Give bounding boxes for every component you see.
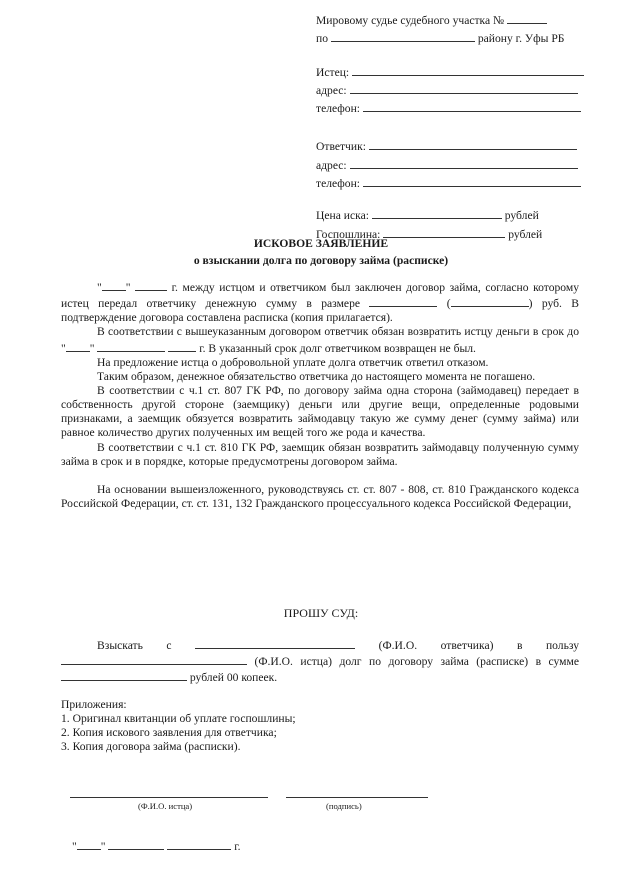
defendant-field[interactable]: [369, 138, 577, 150]
defendant-line: [316, 138, 616, 156]
duty-field[interactable]: [383, 226, 505, 238]
loan-amount-field[interactable]: [369, 295, 437, 307]
claim-currency-text: рублей 00 копеек.: [189, 671, 278, 685]
due-year-field[interactable]: [168, 340, 196, 352]
paragraph-obligation: [61, 325, 579, 355]
attachment-item: 2. Копия искового заявления для ответчика;: [61, 726, 277, 740]
defendant-name-field[interactable]: [195, 637, 355, 649]
name-caption: (Ф.И.О. истца): [138, 801, 193, 811]
paragraph-grounds: На основании вышеизложенного, руководствуясь ст. ст. 807 - 808, ст. 810 Гражданского кодекса Российской Федерации, ст. ст. 131, 132 Гражданского процессуального кодекса Российской Федерации,: [61, 482, 579, 510]
defendant-phone-line: [316, 175, 616, 193]
claim-text: [61, 637, 579, 685]
paren-open: (: [446, 297, 451, 311]
contract-month-field[interactable]: [135, 279, 167, 291]
quote-close-2: ": [89, 341, 95, 355]
plaintiff-phone-label: телефон:: [316, 102, 361, 116]
defendant-address-line: [316, 157, 616, 175]
plaintiff-field[interactable]: [352, 64, 584, 76]
claim-price-line: [316, 207, 616, 225]
claim-price-label: Цена иска:: [316, 209, 369, 223]
attachment-item: 1. Оригинал квитанции об уплате госпошлины;: [61, 712, 296, 726]
defendant-label: Ответчик:: [316, 140, 366, 154]
signature-caption: (подпись): [326, 801, 362, 811]
plaintiff-phone-field[interactable]: [363, 100, 581, 112]
district-field[interactable]: [331, 30, 475, 42]
plaintiff-address-label: адрес:: [316, 83, 347, 97]
defendant-address-label: адрес:: [316, 158, 347, 172]
defendant-phone-field[interactable]: [363, 175, 581, 187]
contract-text: г. между истцом и ответчиком был заключен договор займа, согласно которому истец передал ответчику денежную сумму в размере: [61, 281, 579, 311]
paragraph-art-810: В соответствии с ч.1 ст. 810 ГК РФ, заемщик обязан возвратить займодавцу полученную сумму займа в срок и в порядке, которые предусмотрены договором займа.: [61, 440, 579, 468]
attachments-heading: Приложения:: [61, 698, 127, 711]
signature-field[interactable]: [286, 797, 428, 798]
quote-open: ": [97, 281, 102, 294]
defendant-address-field[interactable]: [350, 157, 578, 169]
attachments-block: [61, 698, 579, 755]
district-suffix: району г. Уфы РБ: [477, 32, 565, 46]
attachment-item: 3. Копия договора займа (расписки).: [61, 740, 241, 754]
claim-debt-text: (Ф.И.О. истца) долг по договору займа (расписке) в сумме: [254, 655, 579, 669]
statement-body: [61, 279, 579, 511]
plaintiff-address-field[interactable]: [350, 82, 578, 94]
plaintiff-address-line: [316, 82, 616, 100]
date-month-field[interactable]: [108, 838, 164, 850]
district-line: [316, 30, 616, 48]
request-heading: ПРОШУ СУД:: [283, 606, 359, 620]
paragraph-refusal: На предложение истца о добровольной уплате долга ответчик ответил отказом.: [97, 355, 489, 369]
claim-collect-text: Взыскать с: [97, 639, 172, 652]
paragraph-contract: [61, 279, 579, 325]
date-year-suffix: г.: [234, 840, 241, 853]
due-month-field[interactable]: [97, 340, 165, 352]
paragraph-art-807: В соответствии с ч.1 ст. 807 ГК РФ, по договору займа одна сторона (займодавец) передает в собственность другой стороне (заемщику) деньги или другие вещи, определенные родовыми признаками, а заемщик обязуется возвратить займодавцу такую же сумму денег (сумму займа) или равное количество других полученных им вещей того же рода и качества.: [61, 383, 579, 440]
header-block: [316, 12, 616, 244]
due-day-field[interactable]: [66, 340, 90, 352]
plaintiff-label: Истец:: [316, 65, 350, 79]
defendant-phone-label: телефон:: [316, 177, 361, 191]
paragraph-unpaid: Таким образом, денежное обязательство ответчика до настоящего момента не погашено.: [97, 369, 536, 383]
court-number-field[interactable]: [507, 12, 547, 24]
plaintiff-phone-line: [316, 100, 616, 118]
date-day-field[interactable]: [77, 838, 101, 850]
claim-price-unit: рублей: [504, 209, 539, 223]
district-prefix: по: [316, 32, 329, 46]
duty-unit: рублей: [508, 227, 543, 241]
to-judge-text: Мировому судье судебного участка №: [316, 14, 505, 27]
plaintiff-name-field[interactable]: [61, 653, 247, 665]
quote-close: ": [125, 281, 131, 294]
not-returned-text: г. В указанный срок долг ответчиком возвращен не был.: [199, 341, 476, 355]
date-year-field[interactable]: [167, 838, 231, 850]
debt-amount-field[interactable]: [61, 669, 187, 681]
loan-amount-words-field[interactable]: [451, 295, 529, 307]
receipt-text: ) руб. В подтверждение договора составлена расписка (копия прилагается).: [61, 297, 579, 325]
contract-day-field[interactable]: [102, 279, 126, 291]
plaintiff-line: [316, 64, 616, 82]
date-quote-close: ": [100, 840, 106, 853]
claim-price-field[interactable]: [372, 207, 502, 219]
date-line: [72, 838, 241, 854]
judge-line: [316, 12, 616, 30]
quote-open-2: ": [61, 341, 66, 355]
obligation-text: В соответствии с вышеуказанным договором ответчик обязан возвратить истцу деньги в срок до: [97, 325, 579, 339]
date-quote-open: ": [72, 840, 77, 853]
duty-label: Госпошлина:: [316, 227, 381, 241]
claim-in-favor-text: (Ф.И.О. ответчика) в пользу: [378, 639, 580, 652]
document-subtitle: о взыскании долга по договору займа (расписке): [193, 254, 449, 267]
plaintiff-name-signature-field[interactable]: [70, 797, 268, 798]
claim-block: [61, 637, 579, 685]
document-title: ИСКОВОЕ ЗАЯВЛЕНИЕ: [253, 237, 389, 250]
